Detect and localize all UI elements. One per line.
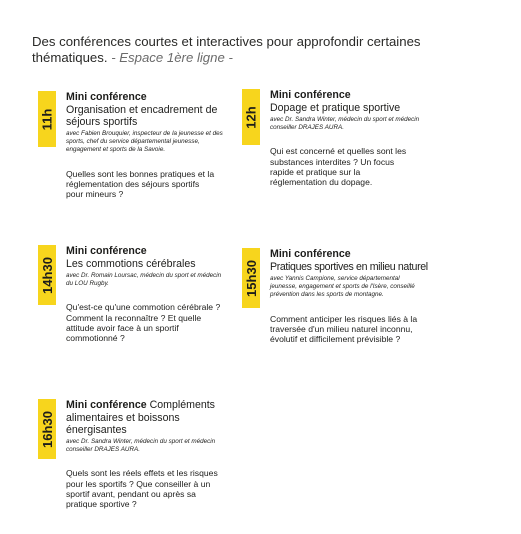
session-question: Quelles sont les bonnes pratiques et la réglementation des séjours sportifs pour mineurs ? — [66, 168, 215, 200]
session-body — [66, 91, 224, 199]
intro-subtitle: - Espace 1ère ligne - — [111, 50, 233, 65]
time-tab — [242, 248, 260, 308]
session-heading — [66, 399, 226, 436]
intro-text: Des conférences courtes et interactives pour approfondir certaines thématiques. — [32, 34, 421, 65]
session-body — [66, 245, 224, 343]
session-title: Les commotions cérébrales — [66, 258, 196, 270]
time-label: 14h30 — [39, 256, 55, 294]
time-tab — [38, 399, 56, 459]
session-speaker: avec Fabien Brouquier, inspecteur de la jeunesse et des sports, chef du service départemental jeunesse, engagement et sports de la Savoie. — [66, 130, 223, 154]
time-tab — [38, 91, 56, 147]
session-kicker: Mini conférence — [270, 248, 351, 260]
session-speaker: avec Yannis Campione, service départemental jeunesse, engagement et sports de l'Isère, conseillé prévention dans les sports de montagne. — [270, 275, 415, 299]
session-question: Comment anticiper les risques liés à la traversée d'un milieu naturel inconnu, évolutif et difficilement prévisible ? — [270, 313, 418, 345]
intro-block — [32, 34, 452, 66]
session-title: Dopage et pratique sportive — [270, 102, 401, 114]
session-title: Organisation et encadrement de séjours sportifs — [66, 104, 218, 128]
session-title: Pratiques sportives en milieu naturel — [270, 261, 428, 273]
session-speaker: avec Dr. Sandra Winter, médecin du sport et médecin conseiller DRAJES AURA. — [270, 116, 420, 132]
time-label: 16h30 — [39, 410, 55, 448]
time-tab — [242, 89, 260, 145]
session-kicker: Mini conférence — [66, 91, 147, 103]
time-label: 15h30 — [243, 259, 259, 297]
session-question: Qu'est-ce qu'une commotion cérébrale ? Comment la reconnaître ? Et quelle attitude avoir face à un sportif commotionné ? — [66, 302, 221, 344]
session-body — [270, 89, 420, 187]
session-speaker: avec Dr. Romain Loursac, médecin du sport et médecin du LOU Rugby. — [66, 272, 222, 288]
session-kicker: Mini conférence — [270, 89, 351, 101]
session-body — [66, 399, 226, 509]
session-speaker: avec Dr. Sandra Winter, médecin du sport et médecin conseiller DRAJES AURA. — [66, 438, 216, 454]
time-tab — [38, 245, 56, 305]
session-body — [270, 248, 428, 344]
session-question: Quels sont les réels effets et les risques pour les sportifs ? Que conseiller à un sportif avant, pendant ou après sa pratique sportive ? — [66, 468, 218, 510]
time-label: 11h — [39, 108, 55, 130]
session-title: Compléments alimentaires et boissons énergisantes — [66, 399, 215, 436]
session-kicker: Mini conférence — [66, 245, 147, 257]
session-question: Qui est concerné et quelles sont les substances interdites ? Un focus rapide et pratique sur la réglementation du dopage. — [270, 146, 407, 188]
time-label: 12h — [243, 105, 259, 129]
session-kicker: Mini conférence — [66, 399, 147, 411]
